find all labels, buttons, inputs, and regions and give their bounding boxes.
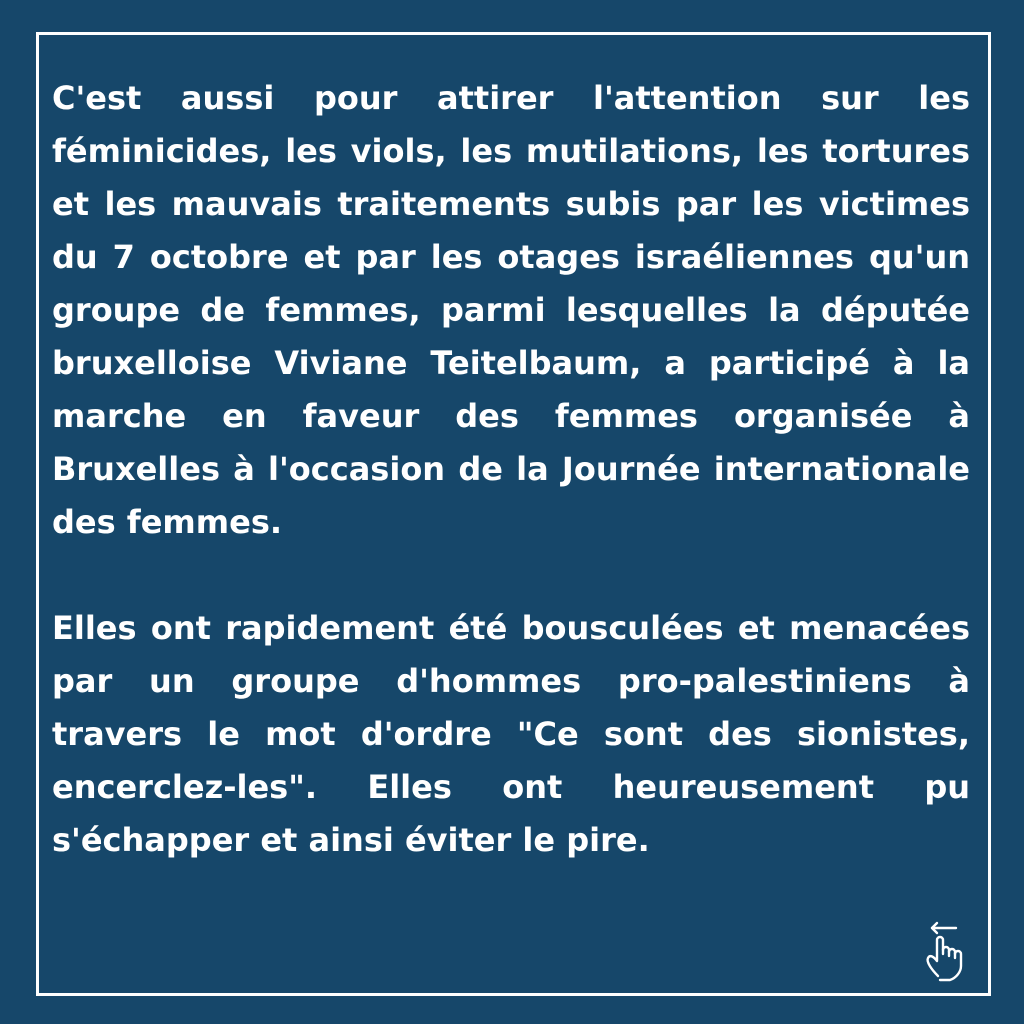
swipe-left-hand-icon[interactable] <box>918 916 974 986</box>
paragraph-2: Elles ont rapidement été bousculées et menacées par un groupe d'hommes pro-palestiniens à travers le mot d'ordre "Ce sont des sionistes, encerclez-les". Elles ont heureusement pu s'échapper et ainsi éviter le pire. <box>52 609 970 859</box>
article-text <box>52 72 970 867</box>
paragraph-1: C'est aussi pour attirer l'attention sur les féminicides, les viols, les mutilations, les tortures et les mauvais traitements subis par les victimes du 7 octobre et par les otages israéliennes qu'un groupe de femmes, parmi lesquelles la députée bruxelloise Viviane Teitelbaum, a participé à la marche en faveur des femmes organisée à Bruxelles à l'occasion de la Journée internationale des femmes. <box>52 79 970 541</box>
